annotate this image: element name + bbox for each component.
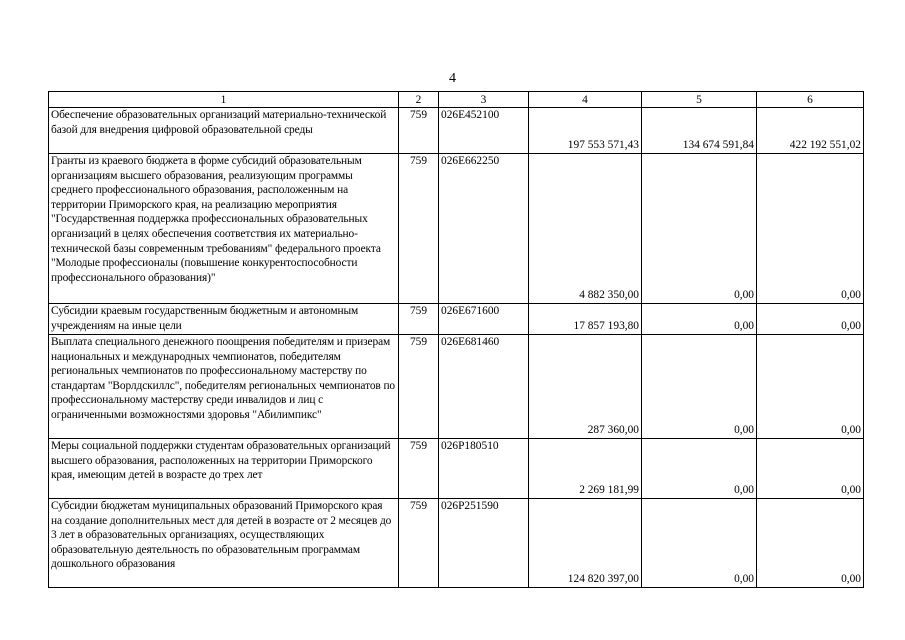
table-row [49, 154, 864, 304]
row-grbs: 759 [399, 335, 439, 439]
table-row [49, 108, 864, 154]
row-code: 026E671600 [439, 304, 529, 335]
row-value-col4: 2 269 181,99 [529, 439, 642, 499]
row-value-col6: 0,00 [757, 304, 864, 335]
table-row [49, 499, 864, 588]
header-row [49, 92, 864, 108]
row-name: Гранты из краевого бюджета в форме субсидий образовательным организациям высшего образования, реализующим программы среднего профессионального образования, расположенным на территории Приморского края, на реализацию мероприятия "Государственная поддержка профессиональных образовательных организаций в целях обеспечения соответствия их материально-технической базы современным требованиям" федерального проекта "Молодые профессионалы (повышение конкурентоспособности профессионального образования)" [49, 154, 399, 304]
row-grbs: 759 [399, 304, 439, 335]
row-name: Обеспечение образовательных организаций материально-технической базой для внедрения цифровой образовательной среды [49, 108, 399, 154]
column-header-3: 3 [439, 92, 529, 108]
row-grbs: 759 [399, 499, 439, 588]
row-name: Субсидии бюджетам муниципальных образований Приморского края на создание дополнительных мест для детей в возрасте от 2 месяцев до 3 лет в образовательных организациях, осуществляющих образовательную деятельность по образовательным программам дошкольного образования [49, 499, 399, 588]
row-value-col4: 124 820 397,00 [529, 499, 642, 588]
row-value-col5: 0,00 [642, 335, 757, 439]
budget-table [48, 91, 864, 588]
row-value-col6: 0,00 [757, 499, 864, 588]
row-value-col4: 287 360,00 [529, 335, 642, 439]
row-code: 026E452100 [439, 108, 529, 154]
column-header-6: 6 [757, 92, 864, 108]
column-header-4: 4 [529, 92, 642, 108]
column-header-5: 5 [642, 92, 757, 108]
row-value-col5: 0,00 [642, 154, 757, 304]
row-value-col6: 0,00 [757, 154, 864, 304]
row-code: 026E662250 [439, 154, 529, 304]
table-row [49, 335, 864, 439]
row-grbs: 759 [399, 108, 439, 154]
column-header-1: 1 [49, 92, 399, 108]
column-header-2: 2 [399, 92, 439, 108]
row-code: 026P251590 [439, 499, 529, 588]
row-name: Выплата специального денежного поощрения победителям и призерам национальных и международных чемпионатов, победителям региональных чемпионатов по профессиональному мастерству по стандартам "Ворлдскиллс", победителям региональных чемпионатов по профессиональному мастерству среди инвалидов и лиц с ограниченными возможностями здоровья "Абилимпикс" [49, 335, 399, 439]
row-code: 026E681460 [439, 335, 529, 439]
row-name: Субсидии краевым государственным бюджетным и автономным учреждениям на иные цели [49, 304, 399, 335]
row-value-col4: 197 553 571,43 [529, 108, 642, 154]
row-value-col5: 134 674 591,84 [642, 108, 757, 154]
row-code: 026P180510 [439, 439, 529, 499]
row-value-col6: 422 192 551,02 [757, 108, 864, 154]
table-row [49, 439, 864, 499]
table-row [49, 304, 864, 335]
row-value-col6: 0,00 [757, 335, 864, 439]
row-value-col5: 0,00 [642, 439, 757, 499]
row-name: Меры социальной поддержки студентам образовательных организаций высшего образования, расположенных на территории Приморского края, имеющим детей в возрасте до трех лет [49, 439, 399, 499]
row-grbs: 759 [399, 439, 439, 499]
row-value-col5: 0,00 [642, 499, 757, 588]
row-value-col6: 0,00 [757, 439, 864, 499]
row-value-col4: 17 857 193,80 [529, 304, 642, 335]
row-grbs: 759 [399, 154, 439, 304]
row-value-col4: 4 882 350,00 [529, 154, 642, 304]
page-number: 4 [449, 71, 456, 86]
row-value-col5: 0,00 [642, 304, 757, 335]
